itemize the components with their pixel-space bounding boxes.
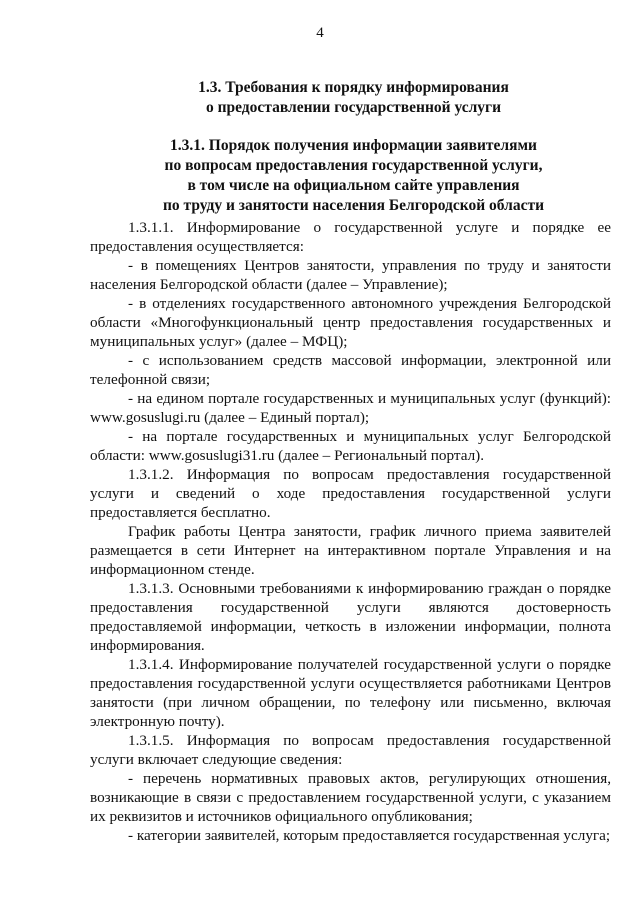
list-item: - в отделениях государственного автономного учреждения Белгородской области «Многофункциональный центр предоставления государственных и муниципальных услуг» (далее – МФЦ);: [90, 295, 611, 350]
list-item: - перечень нормативных правовых актов, регулирующих отношения, возникающие в связи с предоставлением государственной услуги, с указанием их реквизитов и источников официального опубликования;: [90, 770, 611, 825]
page-number: 4: [316, 25, 324, 41]
paragraph-1-3-1-2: 1.3.1.2. Информация по вопросам предоставления государственной услуги и сведений о ходе предоставления государственной услуги предоставляется бесплатно.: [90, 466, 611, 521]
heading-line: 1.3.1. Порядок получения информации заявителями: [170, 137, 537, 154]
paragraph-schedule: График работы Центра занятости, график личного приема заявителей размещается в сети Интернет на интерактивном портале Управления и на информационном стенде.: [90, 523, 611, 578]
heading-line: в том числе на официальном сайте управления: [187, 177, 520, 194]
document-body: [90, 218, 611, 845]
section-heading-1-3-1: [90, 136, 617, 216]
paragraph-1-3-1-4: 1.3.1.4. Информирование получателей государственной услуги о порядке предоставления государственной услуги осуществляется работниками Центров занятости (при личном обращении, по телефону или письменно, включая электронную почту).: [90, 656, 611, 730]
heading-line: 1.3. Требования к порядку информирования: [198, 79, 509, 96]
list-item: - на портале государственных и муниципальных услуг Белгородской области: www.gosuslugi31.ru (далее – Региональный портал).: [90, 428, 611, 464]
heading-line: по труду и занятости населения Белгородской области: [162, 197, 545, 214]
paragraph-1-3-1-3: 1.3.1.3. Основными требованиями к информированию граждан о порядке предоставления государственной услуги являются достоверность предоставляемой информации, четкость в изложении информации, полнота информирования.: [90, 580, 611, 654]
list-item: - с использованием средств массовой информации, электронной или телефонной связи;: [90, 352, 611, 388]
list-item: - на едином портале государственных и муниципальных услуг (функций): www.gosuslugi.ru (далее – Единый портал);: [90, 390, 611, 426]
list-item: - в помещениях Центров занятости, управления по труду и занятости населения Белгородской области (далее – Управление);: [90, 257, 611, 293]
section-heading-1-3: [90, 78, 617, 118]
heading-line: по вопросам предоставления государственной услуги,: [164, 157, 543, 174]
paragraph-1-3-1-1: 1.3.1.1. Информирование о государственной услуге и порядке ее предоставления осуществляется:: [90, 219, 611, 255]
paragraph-1-3-1-5: 1.3.1.5. Информация по вопросам предоставления государственной услуги включает следующие сведения:: [90, 732, 611, 768]
heading-line: о предоставлении государственной услуги: [205, 99, 502, 116]
list-item: - категории заявителей, которым предоставляется государственная услуга;: [128, 827, 611, 844]
